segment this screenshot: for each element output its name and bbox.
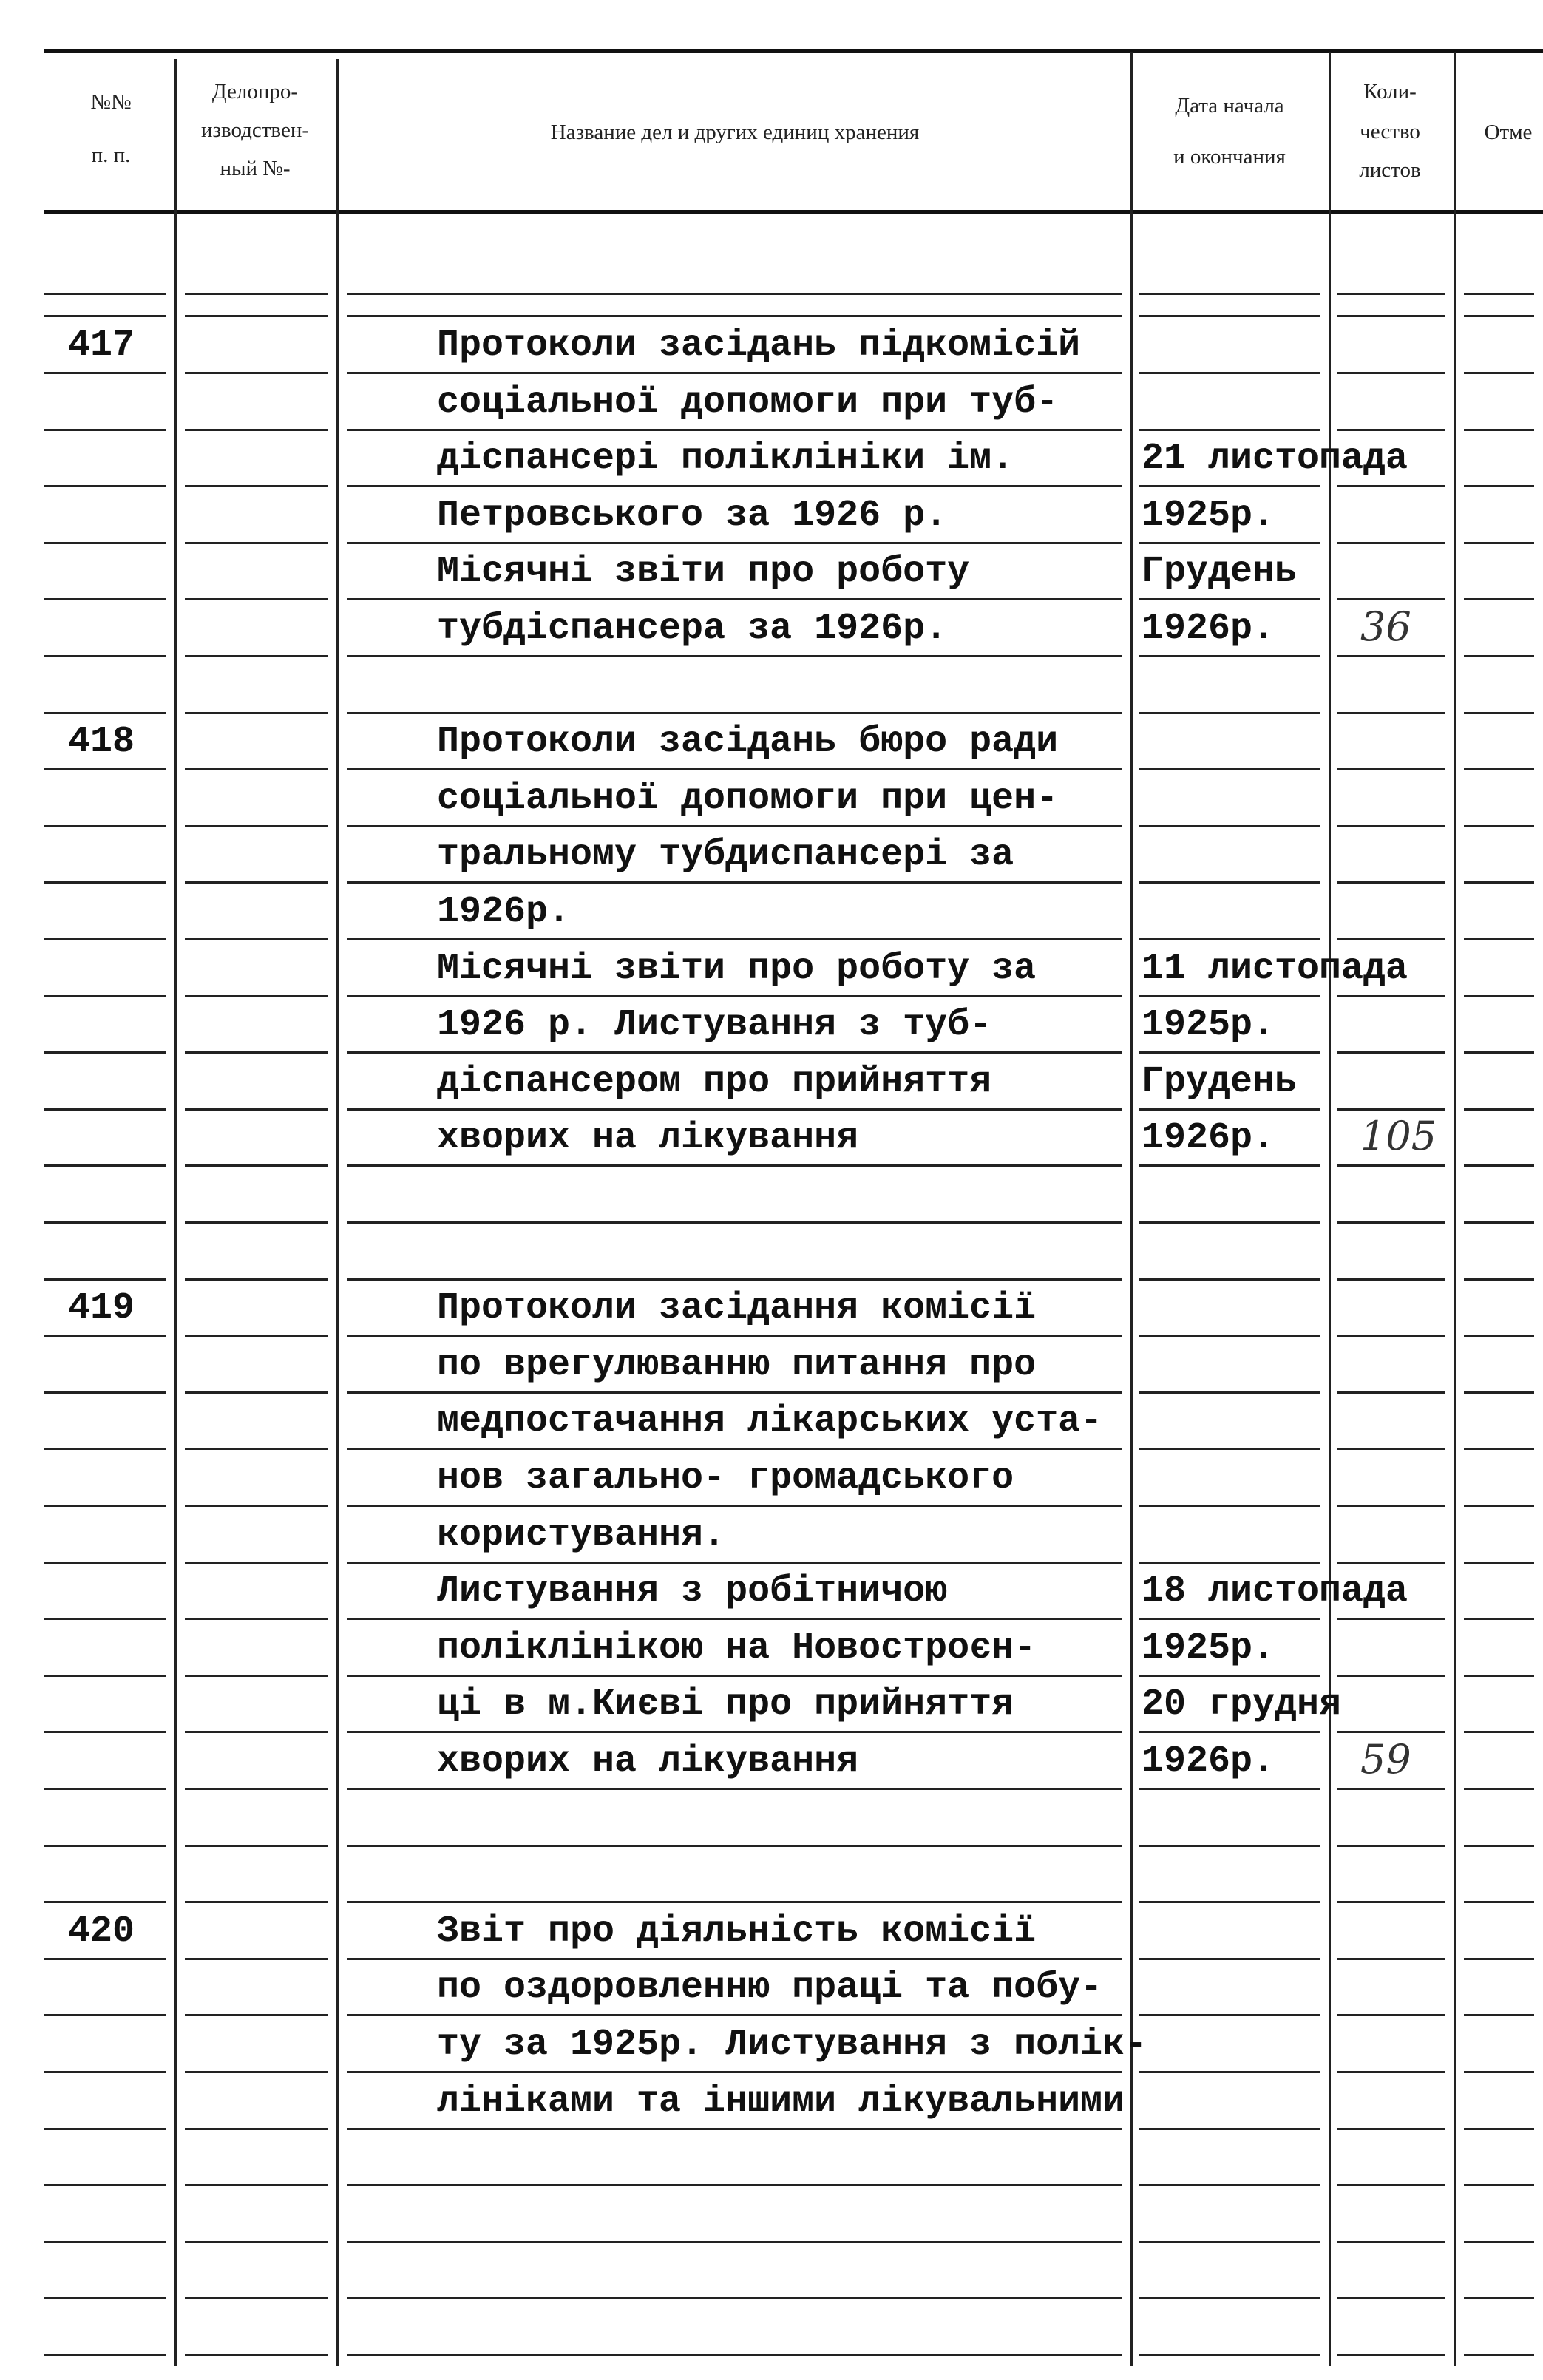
header-sheets-line3: листов <box>1359 158 1421 182</box>
entry-number: 418 <box>68 721 135 764</box>
ruled-line <box>44 1618 166 1620</box>
column-rule <box>1329 52 1331 2366</box>
ruled-line <box>44 825 166 827</box>
ruled-line <box>185 881 328 884</box>
ruled-line <box>185 485 328 487</box>
ruled-line <box>1464 1901 1534 1903</box>
ruled-line <box>44 2297 166 2299</box>
ruled-line <box>347 2128 1122 2130</box>
ruled-line <box>185 1335 328 1337</box>
ruled-line <box>1337 1448 1445 1450</box>
ruled-line <box>347 1505 1122 1507</box>
entry-title-line: Протоколи засідань підкомісій <box>437 325 1081 367</box>
ruled-line <box>44 1164 166 1167</box>
ruled-line <box>44 542 166 544</box>
ruled-line <box>44 938 166 940</box>
ruled-line <box>185 1448 328 1450</box>
ruled-line <box>1464 825 1534 827</box>
column-rule <box>336 59 339 2366</box>
ruled-line <box>1464 1391 1534 1394</box>
ruled-line <box>185 1958 328 1960</box>
ruled-line <box>1337 2184 1445 2186</box>
ruled-line <box>185 1731 328 1733</box>
ruled-line <box>347 372 1122 374</box>
ruled-line <box>44 881 166 884</box>
ruled-line <box>44 1562 166 1564</box>
ruled-line <box>1464 712 1534 714</box>
ruled-line <box>44 1278 166 1281</box>
ruled-line <box>1337 1164 1445 1167</box>
ruled-line <box>1337 429 1445 431</box>
ruled-line <box>1464 768 1534 770</box>
ruled-line <box>1464 1618 1534 1620</box>
ruled-line <box>185 2184 328 2186</box>
entry-date-line: 20 грудня <box>1142 1684 1342 1726</box>
ruled-line <box>347 995 1122 997</box>
header-number-line1: №№ <box>90 90 132 114</box>
ruled-line <box>1337 1505 1445 1507</box>
ruled-line <box>1139 881 1320 884</box>
ruled-line <box>1337 1108 1445 1111</box>
ruled-line <box>185 293 328 295</box>
entry-title-line: по врегулюванню питання про <box>437 1343 1037 1386</box>
ruled-line <box>1464 429 1534 431</box>
ruled-line <box>347 1788 1122 1790</box>
ruled-line <box>1139 1221 1320 1224</box>
ruled-line <box>1139 1958 1320 1960</box>
ruled-line <box>1464 293 1534 295</box>
ruled-line <box>185 712 328 714</box>
ruled-line <box>1337 1788 1445 1790</box>
entry-date-line: 21 листопада <box>1142 438 1408 481</box>
entry-title-line: Протоколи засідання комісії <box>437 1287 1037 1330</box>
ruled-line <box>1139 768 1320 770</box>
header-office-line1: Делопро- <box>211 80 299 104</box>
ruled-line <box>1139 293 1320 295</box>
ruled-line <box>185 1845 328 1847</box>
entry-title-line: Місячні звіти про роботу <box>437 551 970 594</box>
ruled-line <box>1464 1051 1534 1054</box>
ruled-line <box>1139 2184 1320 2186</box>
ruled-line <box>347 2071 1122 2073</box>
ruled-line <box>185 1505 328 1507</box>
entry-date-line: 1925р. <box>1142 494 1275 537</box>
ruled-line <box>1337 598 1445 600</box>
ruled-line <box>44 1958 166 1960</box>
header-dates-line2: и окончания <box>1173 145 1286 169</box>
ruled-line <box>1464 2297 1534 2299</box>
ruled-line <box>1337 2014 1445 2016</box>
ruled-line <box>1139 1901 1320 1903</box>
ruled-line <box>1139 542 1320 544</box>
ruled-line <box>1337 315 1445 317</box>
ruled-line <box>1337 485 1445 487</box>
ruled-line <box>1337 2241 1445 2243</box>
entry-title-line: Місячні звіти про роботу за <box>437 947 1037 990</box>
entry-sheet-count: 59 <box>1360 1736 1411 1783</box>
ruled-line <box>1464 2241 1534 2243</box>
ruled-line <box>1464 2128 1534 2130</box>
ruled-line <box>347 938 1122 940</box>
ruled-line <box>1337 542 1445 544</box>
ruled-line <box>347 598 1122 600</box>
ruled-line <box>1464 1958 1534 1960</box>
header-sheets-line2: чество <box>1360 120 1420 143</box>
ruled-line <box>185 2014 328 2016</box>
ruled-line <box>1139 2241 1320 2243</box>
ruled-line <box>44 2071 166 2073</box>
ruled-line <box>44 1448 166 1450</box>
ruled-line <box>347 1618 1122 1620</box>
ruled-line <box>1464 2354 1534 2356</box>
ruled-line <box>185 2354 328 2356</box>
ruled-line <box>44 2128 166 2130</box>
ruled-line <box>347 1391 1122 1394</box>
ruled-line <box>347 2354 1122 2356</box>
ruled-line <box>347 542 1122 544</box>
ruled-line <box>1337 372 1445 374</box>
ruled-line <box>1139 429 1320 431</box>
entry-title-line: Звіт про діяльність комісії <box>437 1910 1037 1953</box>
column-rule <box>1130 52 1133 2366</box>
column-rule <box>1454 52 1456 2366</box>
entry-title-line: медпостачання лікарських уста- <box>437 1400 1103 1443</box>
entry-title-line: 1926р. <box>437 891 571 933</box>
ruled-line <box>44 372 166 374</box>
ruled-line <box>185 1901 328 1903</box>
ruled-line <box>1464 315 1534 317</box>
ruled-line <box>1337 1391 1445 1394</box>
ruled-line <box>1337 1335 1445 1337</box>
ruled-line <box>1139 2354 1320 2356</box>
header-office-line3: ный №- <box>220 157 291 180</box>
ruled-line <box>185 938 328 940</box>
entry-title-line: ці в м.Києві про прийняття <box>437 1684 1014 1726</box>
ruled-line <box>1139 1731 1320 1733</box>
entry-sheet-count: 105 <box>1360 1113 1437 1160</box>
ruled-line <box>347 768 1122 770</box>
entry-title-line: хворих на лікування <box>437 1740 859 1783</box>
ruled-line <box>1464 1788 1534 1790</box>
ruled-line <box>1139 372 1320 374</box>
ruled-line <box>1139 1505 1320 1507</box>
column-rule <box>174 59 177 2366</box>
ruled-line <box>347 712 1122 714</box>
ruled-line <box>347 1675 1122 1677</box>
ruled-line <box>1139 712 1320 714</box>
ruled-line <box>1139 1448 1320 1450</box>
ruled-line <box>1337 1221 1445 1224</box>
ruled-line <box>185 2241 328 2243</box>
entry-date-line: 1926р. <box>1142 1117 1275 1160</box>
ruled-line <box>347 1958 1122 1960</box>
ruled-line <box>1337 1618 1445 1620</box>
ruled-line <box>1139 1618 1320 1620</box>
entry-date-line: Грудень <box>1142 551 1298 594</box>
ruled-line <box>347 1108 1122 1111</box>
ruled-line <box>1139 315 1320 317</box>
header-office-line2: изводствен- <box>200 118 310 142</box>
ruled-line <box>1337 2354 1445 2356</box>
ruled-line <box>1337 1562 1445 1564</box>
ruled-line <box>1464 1221 1534 1224</box>
ruled-line <box>1464 655 1534 657</box>
entry-sheet-count: 36 <box>1360 603 1411 650</box>
ruled-line <box>185 2297 328 2299</box>
entry-title-line: тубдіспансера за 1926р. <box>437 608 948 650</box>
ruled-line <box>44 995 166 997</box>
entry-title-line: ту за 1925р. Листування з полік- <box>437 2024 1147 2066</box>
entry-number: 420 <box>68 1910 135 1953</box>
ruled-line <box>1139 2014 1320 2016</box>
ruled-line <box>185 598 328 600</box>
ruled-line <box>1337 881 1445 884</box>
ruled-line <box>1464 598 1534 600</box>
ruled-line <box>347 825 1122 827</box>
ruled-line <box>185 2071 328 2073</box>
ruled-line <box>1139 598 1320 600</box>
ruled-line <box>185 1278 328 1281</box>
ruled-line <box>1139 1164 1320 1167</box>
ruled-line <box>185 1051 328 1054</box>
ruled-line <box>185 1618 328 1620</box>
header-bottom-rule <box>44 210 1543 214</box>
ruled-line <box>1464 1448 1534 1450</box>
ruled-line <box>185 2128 328 2130</box>
ruled-line <box>185 372 328 374</box>
ruled-line <box>1337 2297 1445 2299</box>
ruled-line <box>185 315 328 317</box>
ruled-line <box>44 2241 166 2243</box>
ruled-line <box>1337 712 1445 714</box>
ruled-line <box>1139 1335 1320 1337</box>
ruled-line <box>1139 995 1320 997</box>
ruled-line <box>1139 2071 1320 2073</box>
ruled-line <box>1464 1278 1534 1281</box>
ruled-line <box>44 655 166 657</box>
ruled-line <box>44 1051 166 1054</box>
ruled-line <box>185 542 328 544</box>
ruled-line <box>347 1335 1122 1337</box>
entry-date-line: 1925р. <box>1142 1627 1275 1669</box>
ruled-line <box>1464 881 1534 884</box>
ruled-line <box>1464 1731 1534 1733</box>
ruled-line <box>1337 768 1445 770</box>
ruled-line <box>347 429 1122 431</box>
ruled-line <box>185 429 328 431</box>
ruled-line <box>1139 938 1320 940</box>
entry-title-line: по оздоровленню праці та побу- <box>437 1967 1103 2010</box>
header-sheets-line1: Коли- <box>1363 80 1417 104</box>
ruled-line <box>185 1675 328 1677</box>
ruled-line <box>185 1391 328 1394</box>
ruled-line <box>1139 1278 1320 1281</box>
ruled-line <box>44 2014 166 2016</box>
entry-title-line: Листування з робітничою <box>437 1570 948 1613</box>
ruled-line <box>1337 655 1445 657</box>
entry-title-line: Протоколи засідань бюро ради <box>437 721 1059 764</box>
ruled-line <box>44 2184 166 2186</box>
ruled-line <box>1139 485 1320 487</box>
ruled-line <box>185 995 328 997</box>
ruled-line <box>347 315 1122 317</box>
ruled-line <box>1464 2184 1534 2186</box>
entry-number: 419 <box>68 1287 135 1330</box>
entry-title-line: 1926 р. Листування з туб- <box>437 1004 992 1047</box>
ruled-line <box>185 1788 328 1790</box>
ruled-line <box>347 1164 1122 1167</box>
entry-title-line: соціальної допомоги при цен- <box>437 777 1059 820</box>
ruled-line <box>44 598 166 600</box>
header-top-rule <box>44 49 1543 53</box>
entry-title-line: нов загально- громадського <box>437 1457 1014 1499</box>
entry-title-line: Петровського за 1926 р. <box>437 494 948 537</box>
ruled-line <box>347 1278 1122 1281</box>
ruled-line <box>1464 1505 1534 1507</box>
ruled-line <box>44 1221 166 1224</box>
ruled-line <box>44 1845 166 1847</box>
ruled-line <box>1139 825 1320 827</box>
ruled-line <box>1139 1108 1320 1111</box>
ruled-line <box>1337 1051 1445 1054</box>
ruled-line <box>1139 1788 1320 1790</box>
entry-date-line: 18 листопада <box>1142 1570 1408 1613</box>
ruled-line <box>1464 485 1534 487</box>
ruled-line <box>1139 1051 1320 1054</box>
header-dates-line1: Дата начала <box>1175 94 1284 118</box>
ruled-line <box>1139 2128 1320 2130</box>
entry-title-line: діспансером про прийняття <box>437 1060 992 1103</box>
entry-title-line: хворих на лікування <box>437 1117 859 1160</box>
ruled-line <box>347 2241 1122 2243</box>
ruled-line <box>1139 655 1320 657</box>
ruled-line <box>44 768 166 770</box>
entry-title-line: лініками та іншими лікувальними <box>437 2080 1125 2123</box>
entry-date-line: 1926р. <box>1142 608 1275 650</box>
ruled-line <box>185 1562 328 1564</box>
ruled-line <box>185 768 328 770</box>
ruled-line <box>44 293 166 295</box>
ruled-line <box>347 2184 1122 2186</box>
ruled-line <box>347 1845 1122 1847</box>
ruled-line <box>1337 1278 1445 1281</box>
ruled-line <box>1337 995 1445 997</box>
header-title: Название дел и других единиц хранения <box>550 121 920 144</box>
entry-title-line: соціальної допомоги при туб- <box>437 381 1059 424</box>
ruled-line <box>44 1108 166 1111</box>
ruled-line <box>44 1731 166 1733</box>
ruled-line <box>1337 1675 1445 1677</box>
ruled-line <box>1464 372 1534 374</box>
header-number-line2: п. п. <box>91 143 131 167</box>
ruled-line <box>347 881 1122 884</box>
ruled-line <box>44 1505 166 1507</box>
ruled-line <box>1464 1335 1534 1337</box>
entry-date-line: 1926р. <box>1142 1740 1275 1783</box>
ruled-line <box>44 712 166 714</box>
entry-number: 417 <box>68 325 135 367</box>
ruled-line <box>44 1788 166 1790</box>
ruled-line <box>1139 2297 1320 2299</box>
ruled-line <box>44 1901 166 1903</box>
ruled-line <box>44 1391 166 1394</box>
ruled-line <box>1464 2014 1534 2016</box>
ruled-line <box>185 655 328 657</box>
ruled-line <box>1464 1845 1534 1847</box>
ruled-line <box>44 2354 166 2356</box>
ruled-line <box>44 429 166 431</box>
ruled-line <box>1139 1391 1320 1394</box>
ruled-line <box>347 1562 1122 1564</box>
ruled-line <box>1464 938 1534 940</box>
ruled-line <box>1464 1675 1534 1677</box>
ruled-line <box>347 1448 1122 1450</box>
entry-date-line: Грудень <box>1142 1060 1298 1103</box>
ruled-line <box>1139 1675 1320 1677</box>
ruled-line <box>185 1221 328 1224</box>
ruled-line <box>1337 938 1445 940</box>
ruled-line <box>347 1051 1122 1054</box>
ruled-line <box>347 2297 1122 2299</box>
ruled-line <box>185 825 328 827</box>
ruled-line <box>347 1731 1122 1733</box>
header-notes: Отме <box>1484 121 1533 144</box>
ruled-line <box>1337 825 1445 827</box>
ruled-line <box>1337 293 1445 295</box>
ruled-line <box>347 1221 1122 1224</box>
ruled-line <box>1337 2071 1445 2073</box>
ruled-line <box>1464 542 1534 544</box>
ruled-line <box>347 655 1122 657</box>
ruled-line <box>44 1335 166 1337</box>
ruled-line <box>1337 1958 1445 1960</box>
ruled-line <box>347 1901 1122 1903</box>
ruled-line <box>1139 1845 1320 1847</box>
ruled-line <box>44 315 166 317</box>
entry-title-line: тральному тубдиспансері за <box>437 834 1014 877</box>
ruled-line <box>347 485 1122 487</box>
ruled-line <box>1464 2071 1534 2073</box>
ruled-line <box>1464 1562 1534 1564</box>
ruled-line <box>1337 1845 1445 1847</box>
ruled-line <box>1337 1731 1445 1733</box>
ruled-line <box>1464 995 1534 997</box>
entry-date-line: 1925р. <box>1142 1004 1275 1047</box>
ruled-line <box>1337 1901 1445 1903</box>
entry-title-line: користування. <box>437 1513 726 1556</box>
entry-date-line: 11 листопада <box>1142 947 1408 990</box>
ruled-line <box>185 1108 328 1111</box>
ruled-line <box>185 1164 328 1167</box>
ruled-line <box>1337 2128 1445 2130</box>
ruled-line <box>44 1675 166 1677</box>
entry-title-line: діспансері поліклініки ім. <box>437 438 1014 481</box>
ruled-line <box>1139 1562 1320 1564</box>
ruled-line <box>347 293 1122 295</box>
ruled-line <box>1464 1108 1534 1111</box>
ruled-line <box>347 2014 1122 2016</box>
ruled-line <box>1464 1164 1534 1167</box>
entry-title-line: поліклінікою на Новостроєн- <box>437 1627 1037 1669</box>
ruled-line <box>44 485 166 487</box>
